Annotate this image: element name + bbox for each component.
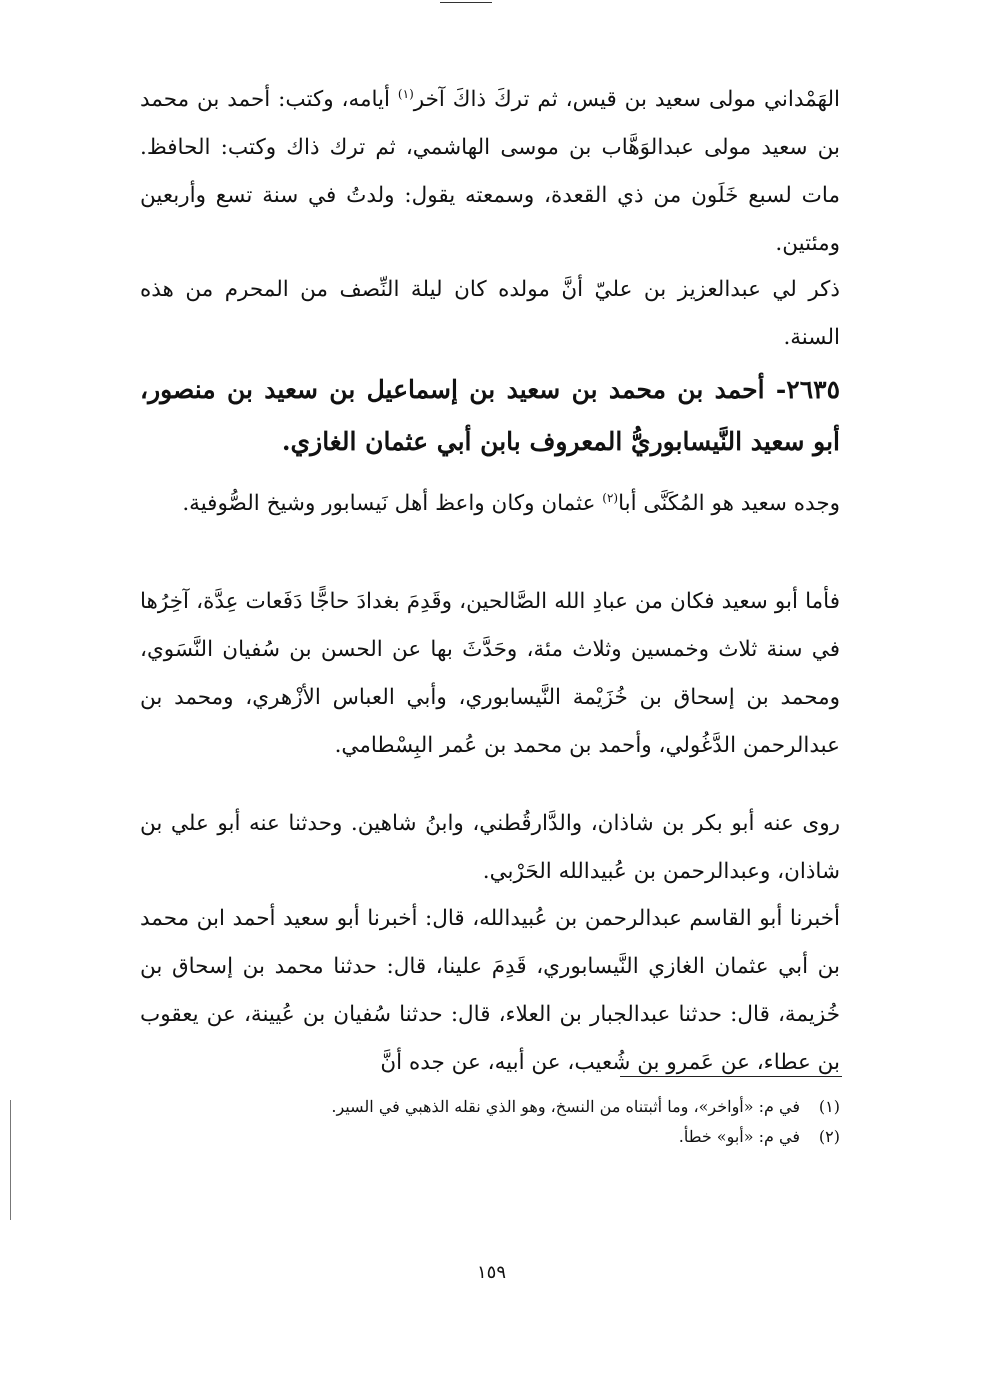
paragraph-text: أيامه، وكتب: أحمد بن محمد بن سعيد مولى عبدالوَهَّاب بن موسى الهاشمي، ثم ترك ذاك وكتب: الحافظ. مات لسبع خَلَون من ذي القعدة، وسمعته يقول: ولدتُ في سنة تسع وأربعين ومئتين.	[140, 87, 840, 256]
footnotes-section	[140, 1092, 840, 1152]
paragraph-birth-note: ذكر لي عبدالعزيز بن عليّ أنَّ مولده كان ليلة النِّصف من المحرم من هذه السنة.	[140, 277, 840, 350]
entry-heading: ٢٦٣٥- أحمد بن محمد بن سعيد بن إسماعيل بن سعيد بن منصور، أبو سعيد النَّيسابوريُّ المعروف بابن أبي عثمان الغازي.	[140, 375, 840, 456]
footnote-number: (٢)	[818, 1127, 840, 1146]
paragraph-text: وجده سعيد هو المُكَنَّى أبا	[618, 491, 840, 516]
footnote-reference-1[interactable]: (١)	[397, 86, 414, 101]
paragraph-continuation	[140, 76, 840, 268]
footnote-number: (١)	[818, 1097, 840, 1116]
paragraph-isnad: أخبرنا أبو القاسم عبدالرحمن بن عُبيدالله، قال: أخبرنا أبو سعيد أحمد ابن محمد بن أبي عثمان الغازي النَّيسابوري، قَدِمَ علينا، قال: حدثنا محمد بن إسحاق بن خُزيمة، قال: حدثنا عبدالجبار بن العلاء، قال: حدثنا سُفيان بن عُيينة، عن يعقوب بن عطاء، عن عَمرو بن شُعيب، عن أبيه، عن جده أنَّ	[140, 906, 840, 1075]
footnote-2	[140, 1122, 840, 1152]
margin-line	[10, 1100, 11, 1220]
footnote-1	[140, 1092, 840, 1122]
page-number: ١٥٩	[476, 1262, 506, 1283]
paragraph-grandfather	[140, 480, 840, 528]
footnote-reference-2[interactable]: (٢)	[602, 490, 619, 505]
footnote-text: في م: «أبو» خطأ.	[678, 1127, 800, 1146]
top-decorative-rule	[440, 2, 492, 5]
footnote-separator	[620, 1076, 842, 1077]
footnote-text: في م: «أواخر»، وما أثبتناه من النسخ، وهو الذي نقله الذهبي في السير.	[331, 1097, 800, 1116]
paragraph-biography: فأما أبو سعيد فكان من عبادِ الله الصَّالحين، وقَدِمَ بغدادَ حاجًّا دَفَعات عِدَّة، آخِرُها في سنة ثلاث وخمسين وثلاث مئة، وحَدَّثَ بها عن الحسن بن سُفيان النَّسَوي، ومحمد بن إسحاق بن خُزَيْمة النَّيسابوري، وأبي العباس الأزْهري، ومحمد بن عبدالرحمن الدَّغُولي، وأحمد بن محمد بن عُمر البِسْطامي.	[140, 589, 840, 758]
paragraph-text: الهَمْداني مولى سعيد بن قيس، ثم تركَ ذاكَ آخر	[413, 87, 840, 112]
paragraph-text: عثمان وكان واعظ أهل نَيسابور وشيخ الصُّوفية.	[182, 491, 603, 516]
paragraph-narrators: روى عنه أبو بكر بن شاذان، والدَّارقُطني، وابنُ شاهين. وحدثنا عنه أبو علي بن شاذان، وعبدالرحمن بن عُبيدالله الحَرْبي.	[140, 811, 840, 884]
